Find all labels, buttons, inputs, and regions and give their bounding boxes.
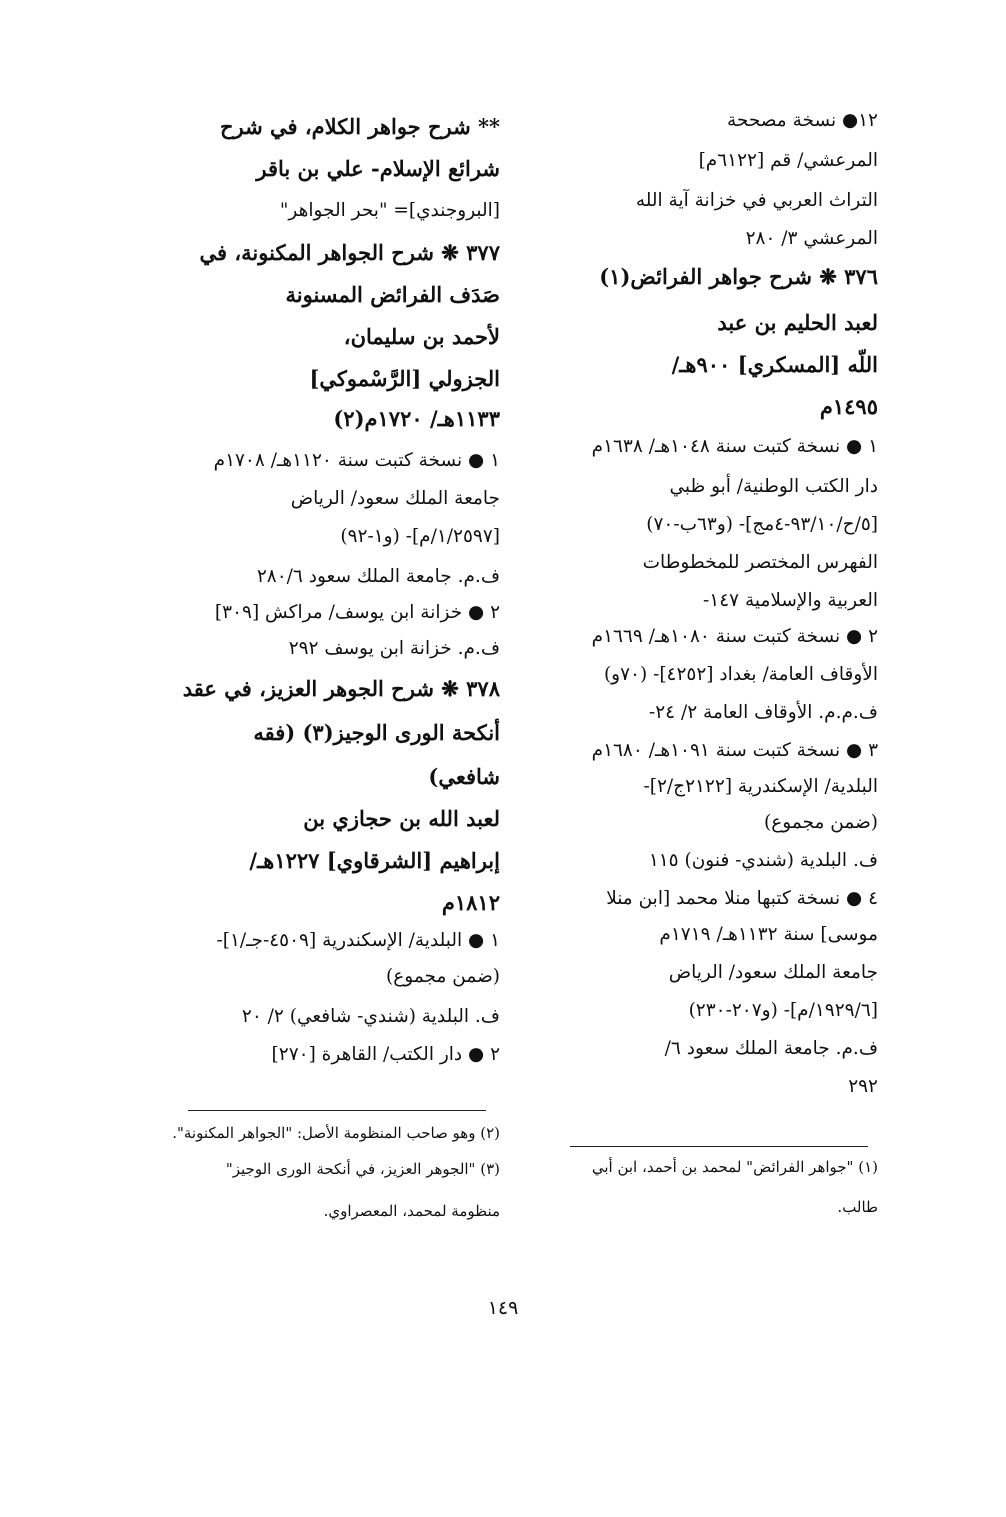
page-number: ١٤٩: [487, 1297, 519, 1319]
text-line: المرعشي/ قم [٦١٢٢م]: [698, 150, 878, 171]
author-line: لأحمد بن سليمان،: [343, 324, 500, 349]
author-line: لعبد الحليم بن عبد: [717, 310, 878, 335]
entry-heading: ** شرح جواهر الكلام، في شرح: [219, 114, 500, 139]
text-line: (ضمن مجموع): [386, 966, 500, 987]
entry-heading: ٣٧٦ ❋ شرح جواهر الفرائض(١): [599, 264, 878, 289]
text-line: (ضمن مجموع): [764, 812, 878, 833]
text-line: التراث العربي في خزانة آية الله: [635, 190, 878, 211]
text-line: [١/٢٥٩٧/م]- (و١-٩٢): [340, 526, 500, 547]
footnote: (٢) وهو صاحب المنظومة الأصل: "الجواهر المكنونة".: [172, 1124, 500, 1142]
author-line: الجزولي [الرَّسْموكي]: [309, 366, 500, 391]
author-line: لعبد الله بن حجازي بن: [303, 806, 500, 831]
text-line: ١ ● البلدية/ الإسكندرية [٤٥٠٩-جـ/١]-: [216, 930, 500, 951]
text-line: ف.م. جامعة الملك سعود ٦/: [664, 1038, 878, 1059]
text-line: ١ ● نسخة كتبت سنة ١١٢٠هـ/ ١٧٠٨م: [213, 450, 500, 471]
text-line: ف. البلدية (شندي- فنون) ١١٥: [648, 850, 878, 871]
entry-heading: ٣٧٧ ❋ شرح الجواهر المكنونة، في: [199, 240, 500, 265]
footnote-rule: [570, 1146, 868, 1147]
text-line: ٤ ● نسخة كتبها منلا محمد [ابن منلا: [606, 888, 878, 909]
text-line: الأوقاف العامة/ بغداد [٤٢٥٢]- (٧٠و): [603, 664, 878, 685]
text-line: البلدية/ الإسكندرية [٢١٢٢ج/٢]-: [643, 776, 878, 797]
text-line: ٢ ● خزانة ابن يوسف/ مراكش [٣٠٩]: [214, 602, 500, 623]
text-line: المرعشي ٣/ ٢٨٠: [745, 228, 878, 249]
text-line: ٢ ● نسخة كتبت سنة ١٠٨٠هـ/ ١٦٦٩م: [591, 626, 878, 647]
text-line: جامعة الملك سعود/ الرياض: [290, 488, 500, 509]
footnote: (٣) "الجوهر العزيز، في أنكحة الورى الوجيز": [225, 1160, 500, 1178]
text-line: العربية والإسلامية ١٤٧-: [703, 590, 878, 611]
text-line: موسى] سنة ١١٣٢هـ/ ١٧١٩م: [659, 924, 878, 945]
text-line: ١٢● نسخة مصححة: [726, 110, 878, 131]
text-line: دار الكتب الوطنية/ أبو ظبي: [669, 476, 878, 497]
text-line: الفهرس المختصر للمخطوطات: [642, 552, 878, 573]
text-line: [١٩٢٩/٦/م]- (و٢٠٧-٢٣٠): [688, 1000, 878, 1021]
text-line: [٥/ح/٩٣/١٠-٤مج]- (و٦٣ب-٧٠): [646, 514, 878, 535]
text-line: ف.م. خزانة ابن يوسف ٢٩٢: [288, 638, 500, 659]
text-line: جامعة الملك سعود/ الرياض: [668, 962, 878, 983]
entry-heading: شافعي): [428, 764, 500, 789]
text-line: ٢ ● دار الكتب/ القاهرة [٢٧٠]: [271, 1044, 500, 1065]
author-line: ١٨١٢م: [441, 890, 500, 915]
footnote: (١) "جواهر الفرائض" لمحمد بن أحمد، ابن أبي: [591, 1158, 878, 1176]
entry-heading: ٣٧٨ ❋ شرح الجوهر العزيز، في عقد: [182, 676, 500, 701]
author-line: ١٤٩٥م: [819, 394, 878, 419]
footnote: منظومة لمحمد، المعصراوي.: [323, 1202, 500, 1220]
text-line: ١ ● نسخة كتبت سنة ١٠٤٨هـ/ ١٦٣٨م: [591, 436, 878, 457]
entry-heading: أنكحة الورى الوجيز(٣) (فقه: [253, 720, 500, 745]
text-line: ٢٩٢: [848, 1076, 878, 1097]
text-line: ف.م. جامعة الملك سعود ٢٨٠/٦: [256, 566, 500, 587]
footnote: طالب.: [837, 1198, 878, 1216]
text-line: ف.م.م. الأوقاف العامة ٢/ ٢٤-: [648, 702, 878, 723]
author-line: ١١٣٣هـ/ ١٧٢٠م(٢): [333, 406, 500, 431]
author-line: إبراهيم [الشرقاوي] ١٢٢٧هـ/: [249, 848, 500, 873]
entry-heading: شرائع الإسلام- علي بن باقر: [256, 156, 500, 181]
footnote-rule: [188, 1110, 486, 1111]
text-line: ف. البلدية (شندي- شافعي) ٢/ ٢٠: [241, 1006, 500, 1027]
text-line: ٣ ● نسخة كتبت سنة ١٠٩١هـ/ ١٦٨٠م: [591, 740, 878, 761]
author-line: اللّه [المسكري] ٩٠٠هـ/: [671, 352, 878, 377]
text-line: [البروجندي]= "بحر الجواهر": [279, 200, 500, 221]
entry-heading: صَدَف الفرائض المسنونة: [285, 282, 500, 307]
